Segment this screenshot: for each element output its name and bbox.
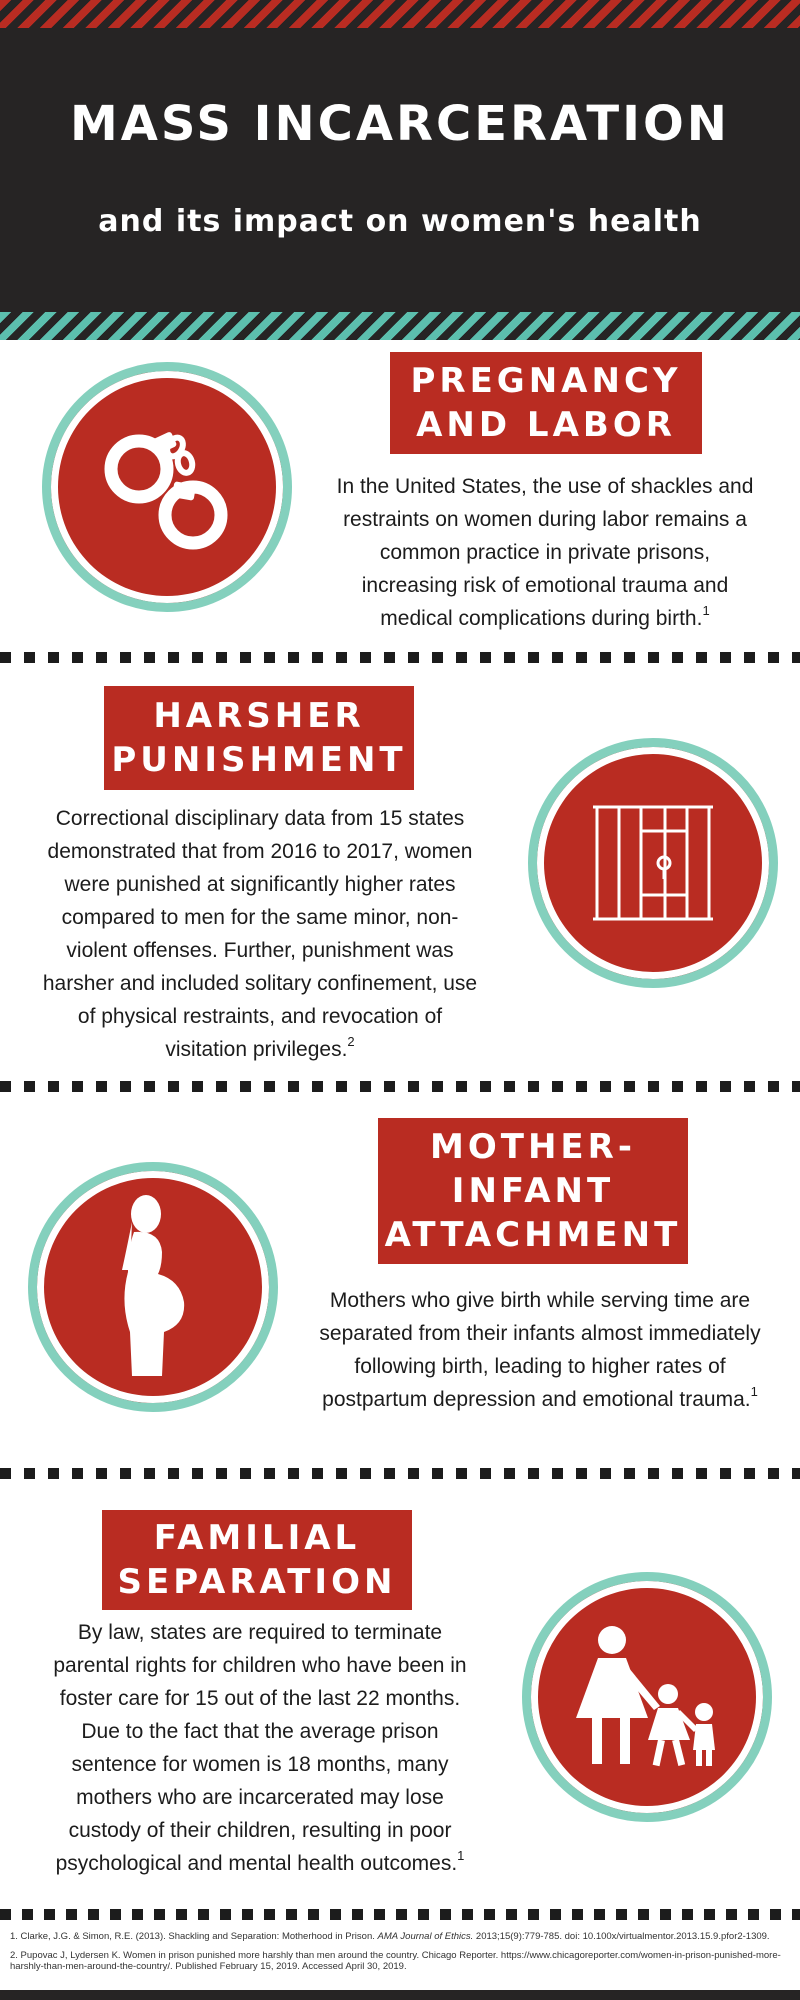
handcuffs-icon	[87, 407, 247, 567]
section-body: Correctional disciplinary data from 15 states demonstrated that from 2016 to 2017, women were punished at significantly higher rates compared to men for the same minor, non-violent offenses. Further, punishment was harsher and included solitary confinement, use of physical restraints, and revocation of visitation privileges.	[42, 807, 478, 1061]
page-title: MASS INCARCERATION	[70, 96, 730, 152]
section-title-line: SEPARATION	[117, 1562, 397, 1602]
teal-stripe-border	[0, 312, 800, 340]
section-divider	[0, 652, 800, 663]
section-title-separation	[102, 1510, 412, 1610]
section-body: In the United States, the use of shackles and restraints on women during labor remains a common practice in private prisons, increasing risk of emotional trauma and medical complications during birth.	[336, 475, 754, 630]
reference-journal: AMA Journal of Ethics.	[377, 1931, 474, 1942]
section-title-line: ATTACHMENT	[384, 1215, 682, 1255]
jail-cell-icon-circle	[528, 738, 778, 988]
section-body: Mothers who give birth while serving time are separated from their infants almost immediately following birth, leading to higher rates of postpartum depression and emotional trauma.	[319, 1289, 761, 1411]
section-text-punishment	[40, 802, 480, 1066]
pregnant-woman-icon	[78, 1192, 228, 1382]
section-title-pregnancy	[390, 352, 702, 454]
section-title-line: PUNISHMENT	[111, 740, 407, 780]
reference-1: 1. Clarke, J.G. & Simon, R.E. (2013). Shackling and Separation: Motherhood in Prison. AMA Journal of Ethics. 2013;15(9):779-785. doi: 10.100x/virtualmentor.2013.15.9.pfor2-1309.	[10, 1931, 770, 1942]
reference-marker: 2	[347, 1034, 355, 1049]
section-divider	[0, 1468, 800, 1479]
pregnant-woman-icon-circle	[28, 1162, 278, 1412]
reference-2: 2. Pupovac J, Lydersen K. Women in prison punished more harshly than men around the country. Chicago Reporter. https://www.chicagoreporter.com/women-in-prison-punished-more-harshly-than-men-around-the-country/. Published February 15, 2019. Accessed April 30, 2019.	[10, 1950, 781, 1972]
handcuffs-icon-circle	[42, 362, 292, 612]
section-title-line: HARSHER	[153, 696, 365, 736]
section-title-attachment	[378, 1118, 688, 1264]
section-title-line: PREGNANCY	[410, 361, 682, 401]
mother-children-icon-circle	[522, 1572, 772, 1822]
section-title-line: AND LABOR	[416, 405, 676, 445]
footer-bar	[0, 1990, 800, 2000]
section-title-line: FAMILIAL	[153, 1518, 361, 1558]
section-divider	[0, 1081, 800, 1092]
section-text-pregnancy	[330, 470, 760, 635]
section-title-punishment	[104, 686, 414, 790]
section-body: By law, states are required to terminate parental rights for children who have been in foster care for 15 out of the last 22 months. Due to the fact that the average prison sentence for women is 18 months, many mothers who are incarcerated may lose custody of their children, resulting in poor psychological and mental health outcomes.	[53, 1621, 467, 1875]
reference-marker: 1	[457, 1848, 465, 1863]
header-banner	[0, 28, 800, 312]
reference-marker: 1	[702, 603, 710, 618]
section-text-separation	[40, 1616, 480, 1880]
top-stripe-border	[0, 0, 800, 28]
section-title-line: INFANT	[451, 1171, 615, 1211]
section-divider	[0, 1909, 800, 1920]
section-title-line: MOTHER-	[430, 1127, 636, 1167]
reference-marker: 1	[750, 1384, 758, 1399]
jail-cell-icon	[583, 793, 723, 933]
section-text-attachment	[315, 1284, 765, 1416]
mother-children-icon	[562, 1622, 732, 1772]
page-subtitle: and its impact on women's health	[98, 204, 702, 239]
